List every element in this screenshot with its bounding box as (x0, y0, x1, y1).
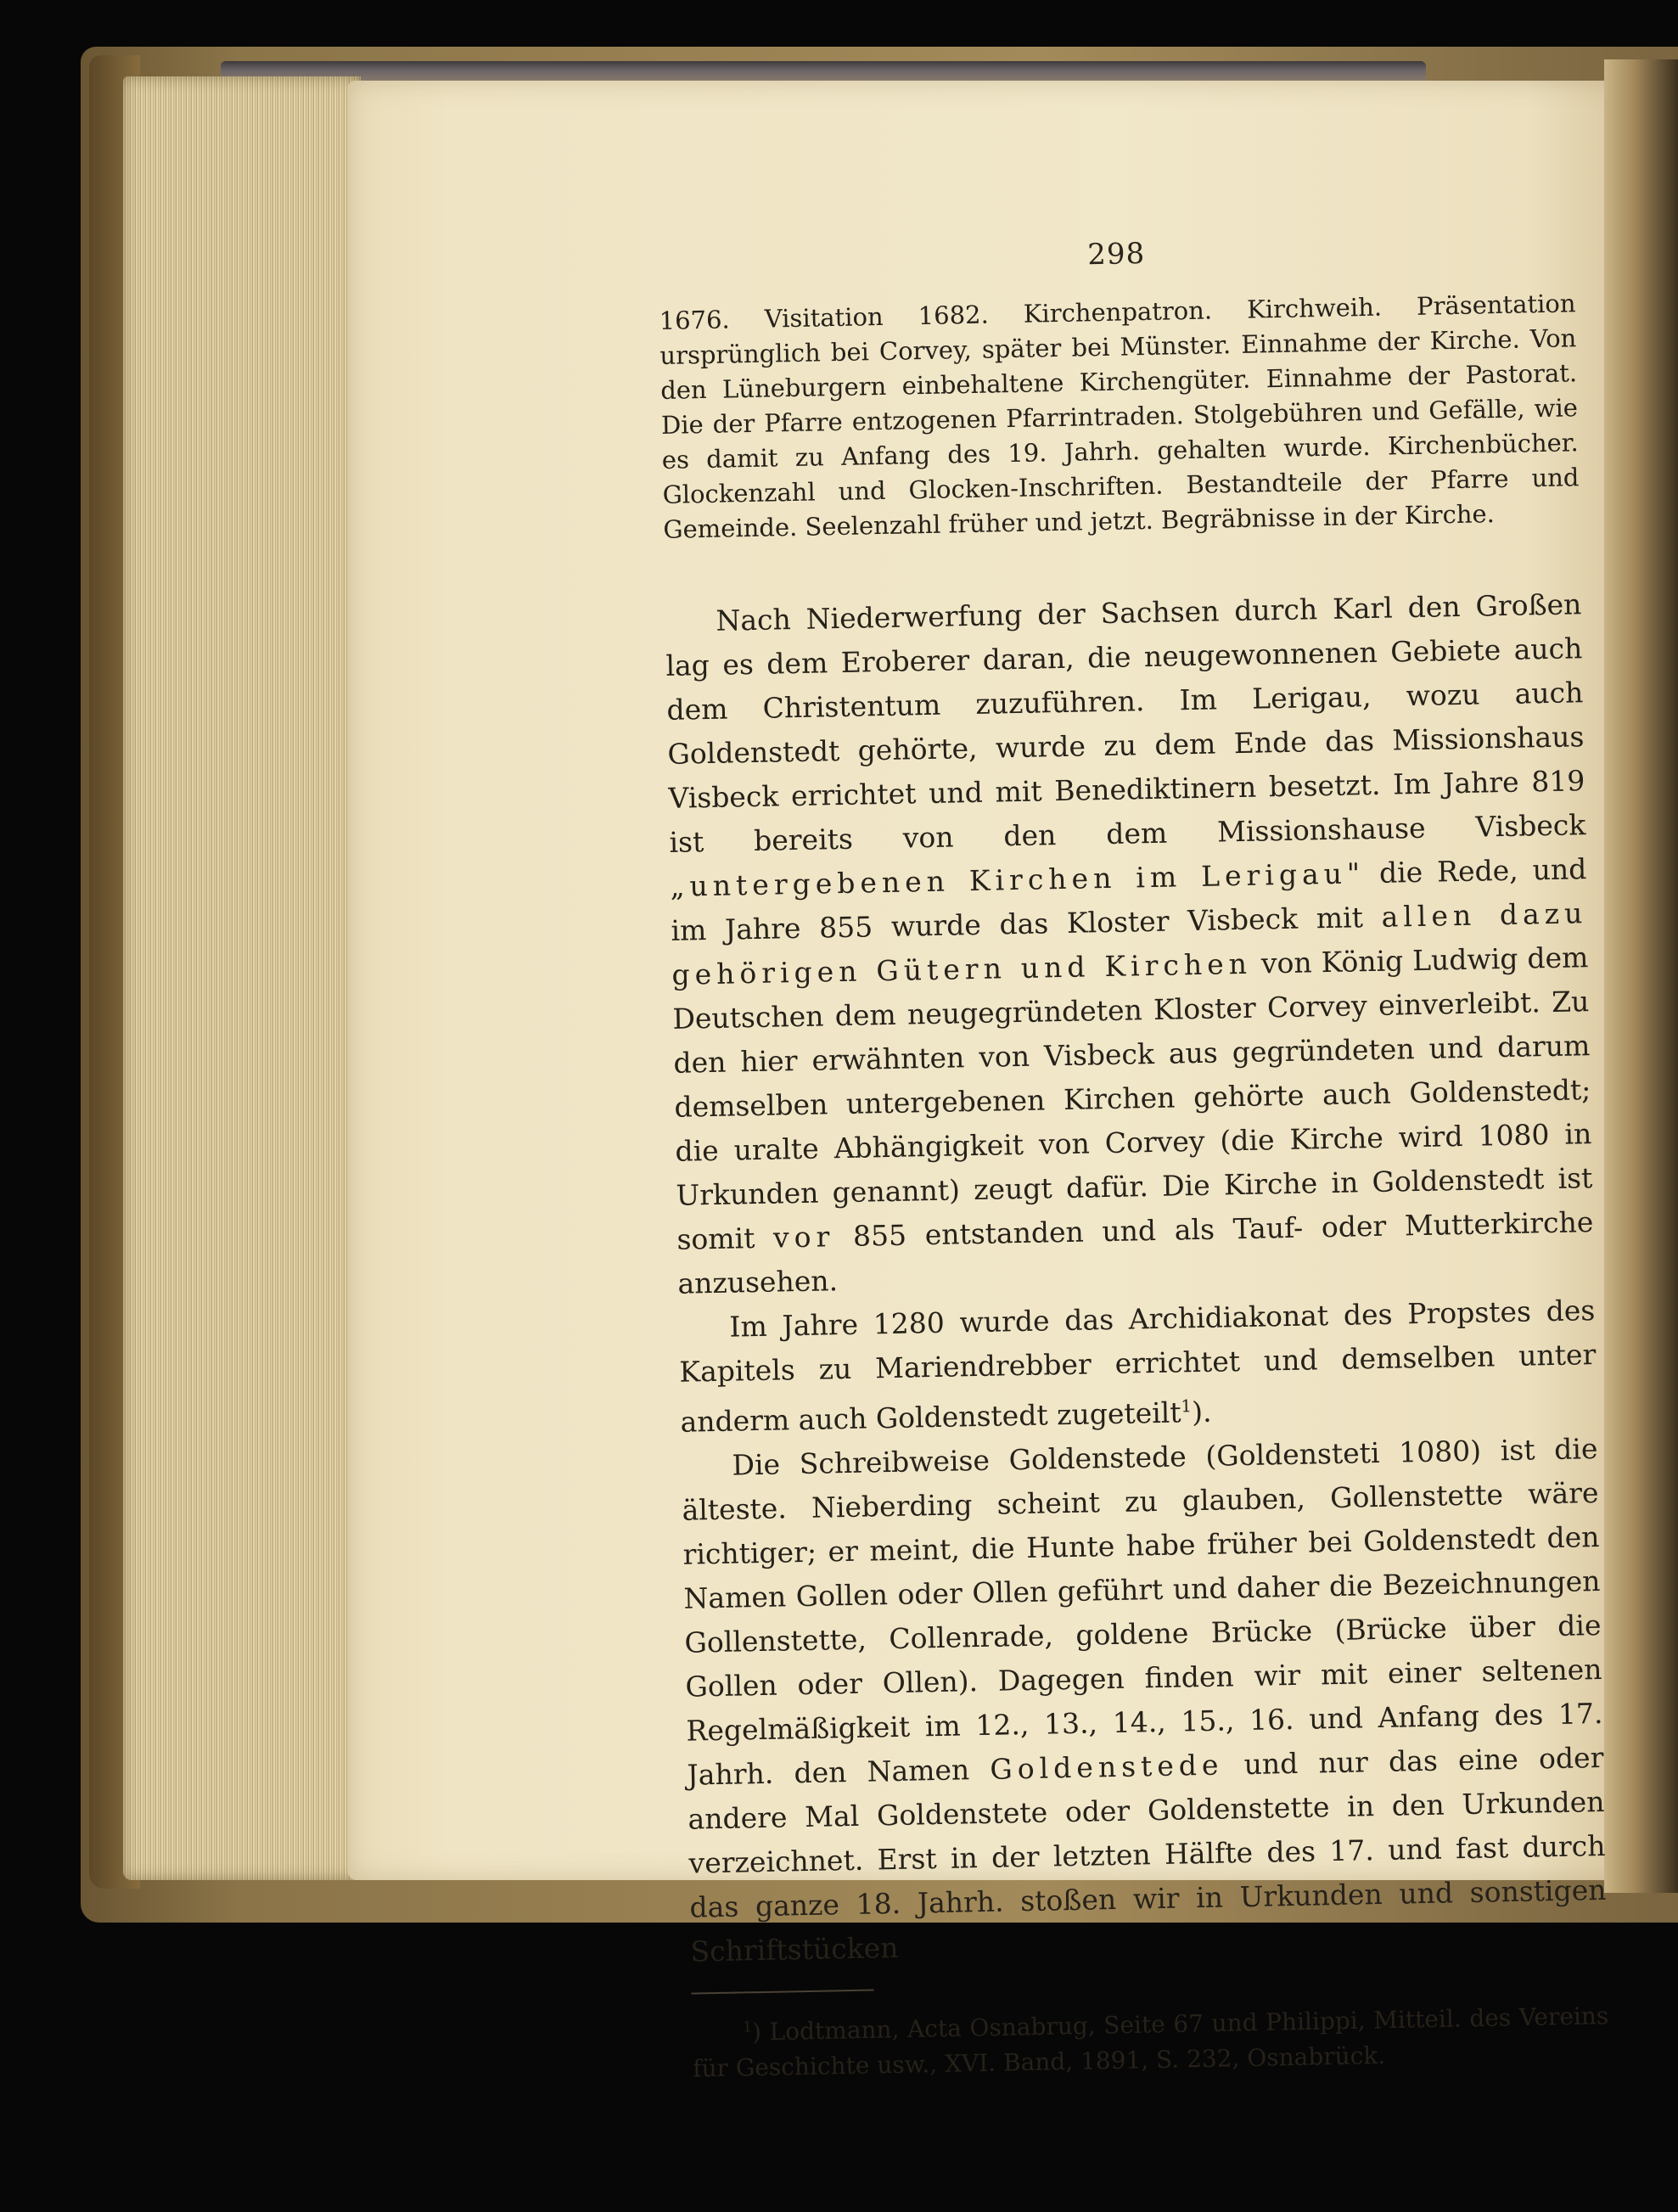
paragraph-1-emphasis-3: vor (772, 1220, 835, 1255)
paragraph-1 (665, 582, 1595, 1306)
footnote (692, 1992, 1610, 2087)
page-content (658, 228, 1609, 2087)
paragraph-1-emphasis-1: „untergebenen Kirchen im Lerigau" (670, 856, 1366, 903)
paragraph-3-emphasis: Goldenstede (990, 1748, 1224, 1786)
paragraph-1-emphasis-2: allen dazu gehörigen Gütern und Kirchen (671, 896, 1588, 991)
paragraph-3-part-2: und nur das eine oder andere Mal Goldenstete oder Goldenstette in den Urkunden verzeichnet. Erst in der letzten Hälfte des 17. und fast durch das ganze 18. Jahrh. stoßen wir in Urkunden und sonstigen Schriftstücken (687, 1740, 1607, 1968)
footnote-rule (692, 1989, 874, 1994)
paragraph-1-part-3: von König Ludwig dem Deutschen dem neugegründeten Kloster Corvey einverleibt. Zu den hier erwähnten von Visbeck aus gegründeten und darum demselben untergebenen Kirchen gehörte auch Goldenstedt; die uralte Abhängigkeit von Corvey (die Kirche wird 1080 in Urkunden genannt) zeugt dafür. Die Kirche in Goldenstedt ist somit (672, 940, 1593, 1256)
paragraph-1-part-1: Nach Niederwerfung der Sachsen durch Karl den Großen lag es dem Eroberer daran, die neugewonnenen Gebiete auch dem Christentum zuzuführen. Im Lerigau, wozu auch Goldenstedt gehörte, wurde zu dem Ende das Missionshaus Visbeck errichtet und mit Benediktinern besetzt. Im Jahre 819 ist bereits von den dem Missionshause Visbeck (665, 587, 1586, 859)
footnote-marker: 1 (743, 2018, 753, 2035)
paragraph-2 (678, 1288, 1597, 1445)
chapter-summary: 1676. Visitation 1682. Kirchenpatron. Kirchweih. Präsentation ursprünglich bei Corvey, später bei Münster. Einnahme der Kirche. Von den Lüneburgern einbehaltene Kirchengüter. Einnahme der Pastorat. Die der Pfarre entzogenen Pfarrintraden. Stolgebühren und Gefälle, wie es damit zu Anfang des 19. Jahrh. gehalten wurde. Kirchenbücher. Glockenzahl und Glocken-Inschriften. Bestandteile der Pfarre und Gemeinde. Seelenzahl früher und jetzt. Begräbnisse in der Kirche. (659, 289, 1580, 544)
body-text (665, 582, 1608, 1973)
paragraph-1-part-2: die Rede, und im Jahre 855 wurde das Kloster Visbeck mit (671, 852, 1587, 947)
page-number: 298 (1086, 236, 1146, 272)
page-edge-stack (123, 76, 361, 1880)
book-gutter (1604, 59, 1678, 1893)
paragraph-2-text: Im Jahre 1280 wurde das Archidiakonat des Propstes des Kapitels zu Mariendrebber errichtet und demselben unter anderm auch Goldenstedt zugeteilt (679, 1294, 1597, 1439)
paragraph-3 (681, 1427, 1608, 1974)
footnote-reference: 1 (1181, 1396, 1193, 1417)
footnote-text: ) Lodtmann, Acta Osnabrug, Seite 67 und Philippi, Mitteil. des Vereins für Geschichte usw., XVI. Band, 1891, S. 232, Osnabrück. (692, 2001, 1609, 2083)
paragraph-2-after: ). (1191, 1395, 1212, 1429)
paragraph-1-part-4: 855 entstanden und als Tauf- oder Mutterkirche anzusehen. (677, 1205, 1594, 1300)
paragraph-3-part-1: Die Schreibweise Goldenstede (Goldensteti 1080) ist die älteste. Nieberding scheint zu glauben, Gollenstette wäre richtiger; er meint, die Hunte habe früher bei Goldenstedt den Namen Gollen oder Ollen geführt und daher die Bezeichnungen Gollenstette, Collenrade, goldene Brücke (Brücke über die Gollen oder Ollen). Dagegen finden wir mit einer seltenen Regelmäßigkeit im 12., 13., 14., 15., 16. und Anfang des 17. Jahrh. den Namen (682, 1432, 1603, 1792)
